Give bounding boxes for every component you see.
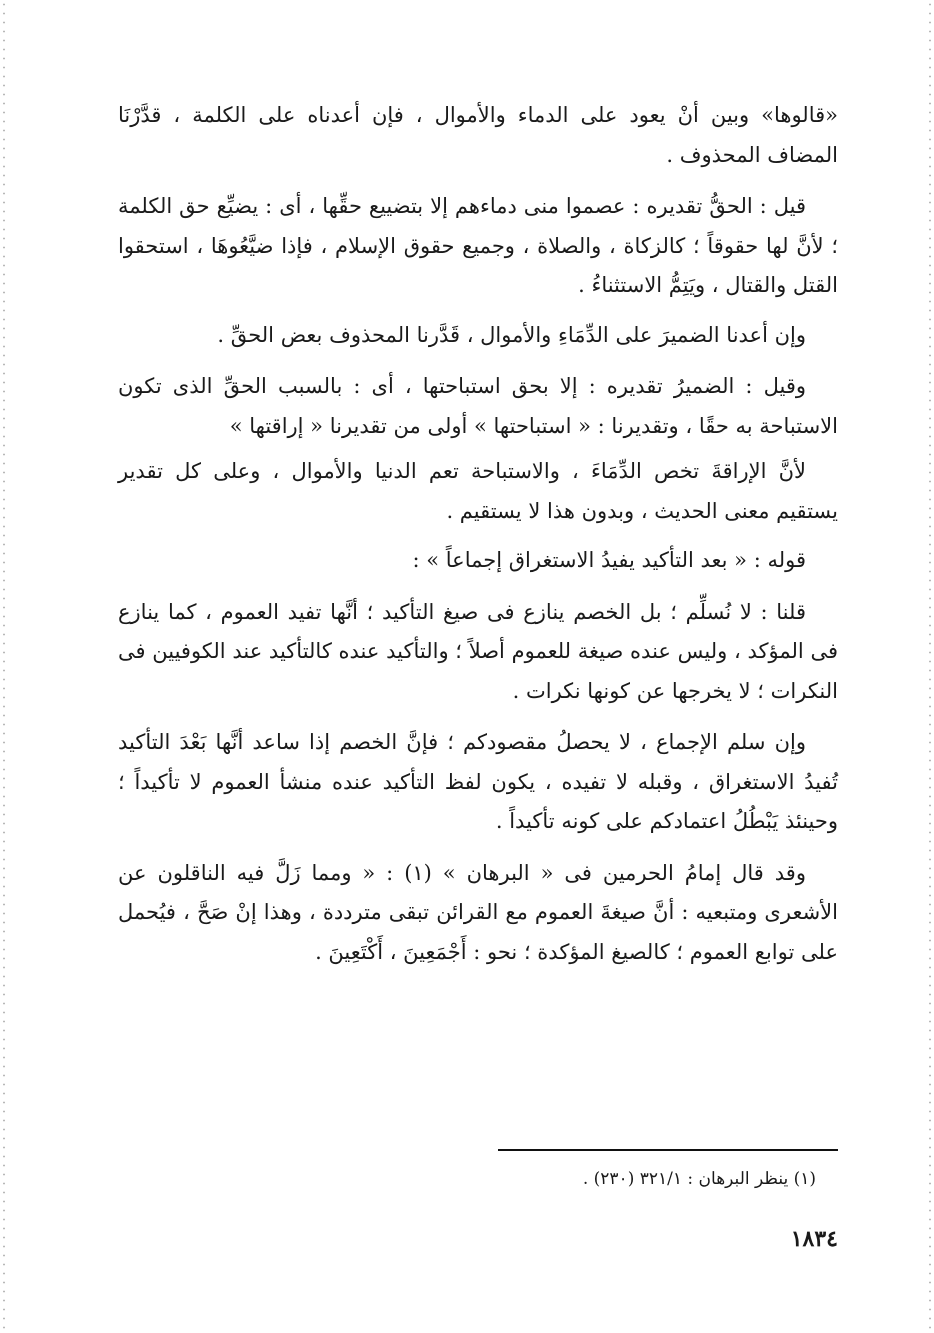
paragraph: «قالوها» وبين أنْ يعود على الدماء والأموال ، فإن أعدناه على الكلمة ، قدَّرْنَا المضاف المحذوف . bbox=[118, 103, 838, 167]
paragraph: وقيل : الضميرُ تقديره : إلا بحق استباحتها ، أى : بالسبب الحقِّ الذى تكون الاستباحة به حقًا ، وتقديرنا : « استباحتها » أولى من تقديرنا « إراقتها » bbox=[118, 374, 838, 438]
paragraph: وقد قال إمامُ الحرمين فى « البرهان » (١) : « ومما زَلَّ فيه الناقلون عن الأشعرى ومتبعيه : أنَّ صيغةَ العموم مع القرائن تبقى مترددة ، وهذا إنْ صَحَّ ، فيُحمل على توابع العموم ؛ كالصيغ المؤكدة ؛ نحو : أَجْمَعِينَ ، أَكْتَعِينَ . bbox=[118, 860, 838, 964]
footnote-divider bbox=[498, 1149, 838, 1151]
page-number: ١٨٣٤ bbox=[790, 1226, 838, 1252]
paragraph: وإن أعدنا الضميرَ على الدِّمَاءِ والأموال ، قَدَّرنا المحذوف بعض الحقِّ . bbox=[217, 322, 806, 347]
paragraph: قوله : « بعد التأكيد يفيدُ الاستغراق إجماعاً » : bbox=[412, 548, 806, 572]
paragraph: قيل : الحقُّ تقديره : عصموا منى دماءهم إلا بتضييع حقِّها ، أى : يضيِّع حق الكلمة ؛ لأنَّ لها حقوقاً ؛ كالزكاة ، والصلاة ، وجميع حقوق الإسلام ، فإذا ضيَّعُوهَا ، استحقوا القتل والقتال ، ويَتِمُّ الاستثناءُ . bbox=[118, 194, 838, 297]
scan-border-right bbox=[929, 0, 931, 1333]
main-text bbox=[118, 96, 838, 972]
paragraph: قلنا : لا نُسلِّم ؛ بل الخصم ينازع فى صيغ التأكيد ؛ أنَّها تفيد العموم ، كما ينازع فى المؤكد ، وليس عنده صيغة للعموم أصلاً ؛ والتأكيد عنده كالتأكيد عند الكوفيين فى النكرات ؛ لا يخرجها عن كونها نكرات . bbox=[118, 599, 838, 703]
footnote: (١) ينظر البرهان : ٣٢١/١ (٢٣٠) . bbox=[582, 1169, 816, 1189]
scan-border-left bbox=[3, 0, 5, 1333]
paragraph: لأنَّ الإراقةَ تخص الدِّمَاءَ ، والاستباحة تعم الدنيا والأموال ، وعلى كل تقدير يستقيم معنى الحديث ، وبدون هذا لا يستقيم . bbox=[118, 459, 838, 523]
paragraph: وإن سلم الإجماع ، لا يحصلُ مقصودكم ؛ فإنَّ الخصم إذا ساعد أنَّها بَعْدَ التأكيد تُفيدُ الاستغراق ، وقبله لا تفيده ، يكون لفظ التأكيد عنده منشأ العموم لا تأكيداً ؛ وحينئذ يَبْطُلُ اعتمادكم على كونه تأكيداً . bbox=[118, 730, 838, 833]
